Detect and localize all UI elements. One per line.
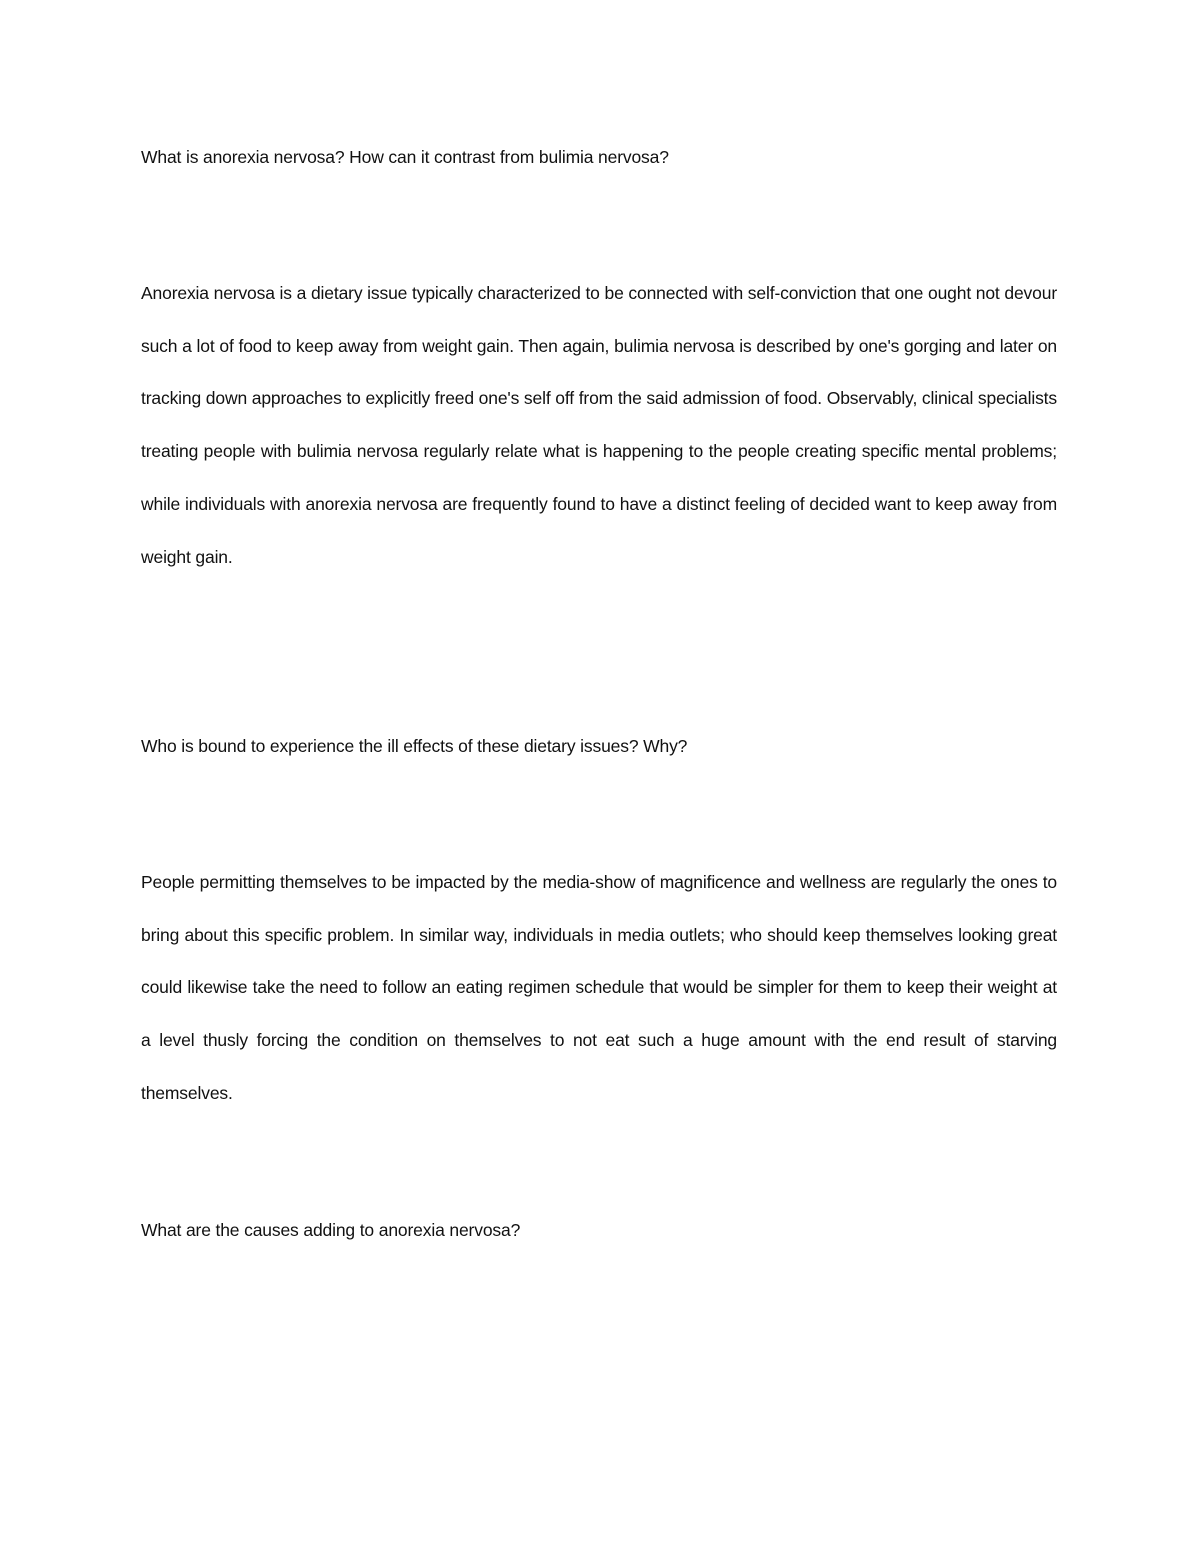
answer-1: Anorexia nervosa is a dietary issue typically characterized to be connected with self-conviction that one ought not devour such a lot of food to keep away from weight gain. Then again, bulimia nervosa is described by one's gorging and later on tracking down approaches to explicitly freed one's self off from the said admission of food. Observably, clinical specialists treating people with bulimia nervosa regularly relate what is happening to the people creating specific mental problems; while individuals with anorexia nervosa are frequently found to have a distinct feeling of decided want to keep away from weight gain.	[141, 283, 1057, 567]
question-1: What is anorexia nervosa? How can it contrast from bulimia nervosa?	[141, 147, 669, 167]
question-3: What are the causes adding to anorexia nervosa?	[141, 1220, 521, 1240]
question-2: Who is bound to experience the ill effects of these dietary issues? Why?	[141, 736, 688, 756]
answer-2: People permitting themselves to be impacted by the media-show of magnificence and wellness are regularly the ones to bring about this specific problem. In similar way, individuals in media outlets; who should keep themselves looking great could likewise take the need to follow an eating regimen schedule that would be simpler for them to keep their weight at a level thusly forcing the condition on themselves to not eat such a huge amount with the end result of starving themselves.	[141, 872, 1057, 1103]
